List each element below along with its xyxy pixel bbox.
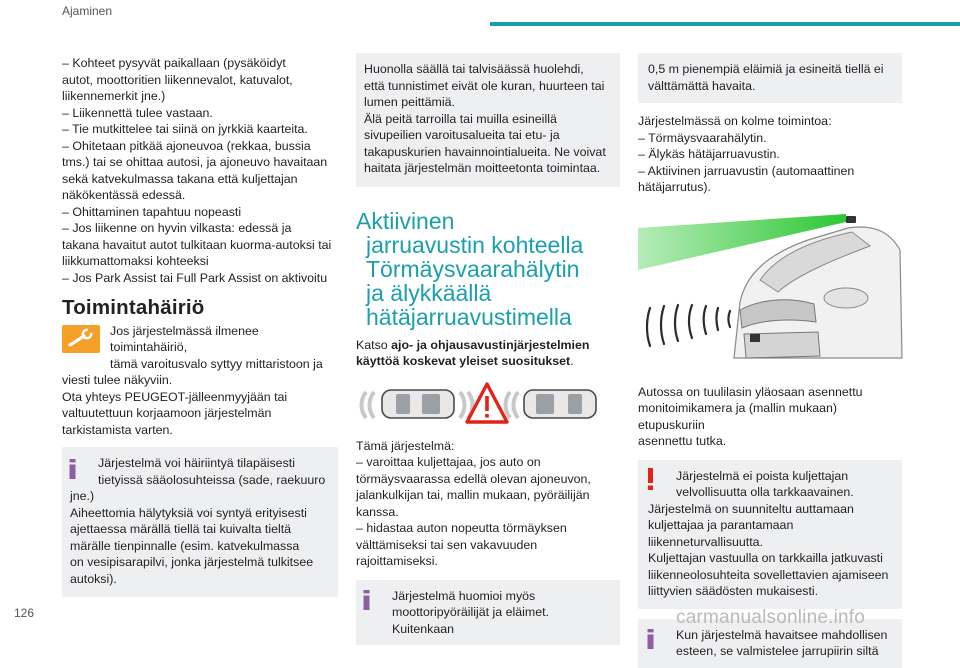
text-line: Kuljettajan vastuulla on tarkkailla jatkuvasti: [648, 551, 883, 565]
info-note-motorcyclists: [356, 580, 620, 646]
info-icon: [362, 590, 371, 610]
text-line: Järjestelmässä on kolme toimintoa:: [638, 114, 832, 128]
warning-exclamation-icon: [646, 468, 655, 490]
text-line: haitata järjestelmän moitteetonta toimintaa.: [364, 161, 601, 175]
text-line: Älä peitä tarroilla tai muilla esineillä: [364, 111, 557, 126]
system-description: [356, 438, 620, 570]
text-line: Järjestelmä voi häiriintyä tilapäisesti: [98, 456, 295, 470]
heading-line: hätäjarruavustimella: [366, 303, 572, 330]
text-line: takapuskurien havainnointialueita. Ne voivat: [364, 144, 606, 159]
text-line: autoksi).: [70, 571, 117, 586]
reference-link-bold: käyttöä koskevat yleiset suositukset: [356, 354, 571, 368]
text-line: – Aktiivinen jarruavustin (automaattinen: [638, 163, 855, 178]
reference-link-bold: ajo- ja ohjausavustinjärjestelmien: [391, 337, 590, 352]
header-accent-bar: [490, 22, 960, 26]
text-line: Huonolla säällä tai talvisäässä huolehdi,: [364, 62, 584, 76]
text-line: liikenneturvallisuutta.: [648, 534, 764, 549]
text-line: monitoimikamera ja (mallin mukaan) etupuskuriin: [638, 401, 838, 432]
text-line: liikennemerkit jne.): [62, 89, 166, 103]
text-line: Järjestelmä ei poista kuljettajan: [676, 468, 849, 483]
page-number: 126: [14, 606, 35, 620]
text-line: ajettaessa märällä tiellä tai kuivalta tieltä: [70, 522, 292, 536]
text-line: – Törmäysvaarahälytin.: [638, 130, 767, 145]
text-line: jalankulkijan tai, mallin mukaan, pyöräilijän: [356, 488, 590, 502]
text-line: törmäysvaarassa edellä olevan ajoneuvon,: [356, 471, 591, 486]
text-line: jne.): [70, 489, 95, 503]
info-icon: [68, 459, 77, 479]
text-line: että tunnistimet eivät ole kuran, huurteen tai: [364, 78, 605, 93]
text-line: näkökentässä edessä.: [62, 188, 186, 202]
column-3: [638, 53, 902, 668]
text-line: – hidastaa auton nopeutta törmäyksen: [356, 521, 567, 535]
text-line: Ota yhteys PEUGEOT-jälleenmyyjään tai: [62, 389, 288, 404]
text-line: – Jos liikenne on hyvin vilkasta: edessä ja: [62, 221, 292, 235]
text-line: – Tie mutkittelee tai siinä on jyrkkiä kaarteita.: [62, 122, 308, 136]
info-note-weather: [62, 447, 338, 597]
reference-text: [356, 337, 620, 370]
text-line: Järjestelmä on suunniteltu auttamaan: [648, 501, 854, 516]
text-line: Aiheettomia hälytyksiä voi syntyä erityisesti: [70, 505, 307, 520]
heading-line: Aktiivinen: [356, 207, 455, 234]
text-line: tms.) tai se ohittaa autosi, ja ajoneuvo havaitaan: [62, 155, 328, 169]
column-1: [62, 55, 338, 597]
text-line: tarkistamista varten.: [62, 422, 173, 437]
reference-suffix: .: [570, 354, 574, 368]
text-line: sivupeilien varoitusalueita tai etu- ja: [364, 128, 560, 142]
heading-line: Törmäysvaarahälytin: [366, 255, 580, 282]
text-line: Kun järjestelmä havaitsee mahdollisen: [676, 627, 888, 642]
text-line: viesti tulee näkyviin.: [62, 373, 173, 387]
text-line: tietyissä sääolosuhteissa (sade, raekuuro: [98, 472, 326, 487]
text-line: takana havaitut autot tulkitaan kuorma-autoksi tai: [62, 237, 332, 252]
text-line: Jos järjestelmässä ilmenee toimintahäiriö,: [110, 323, 259, 354]
wrench-warning-icon: [62, 325, 100, 353]
text-line: autot, moottoritien liikennevalot, katuvalot,: [62, 72, 293, 87]
text-line: välttämiseksi tai sen vakavuuden rajoittamiseksi.: [356, 537, 538, 568]
heading-line: ja älykkäällä: [366, 279, 492, 306]
text-line: asennettu tutka.: [638, 434, 727, 448]
text-line: sekä katvekulmassa takana että kuljettajan: [62, 171, 298, 186]
conditions-list: [62, 55, 338, 286]
text-line: – varoittaa kuljettajaa, jos auto on: [356, 455, 541, 469]
text-line: hätäjarrutus).: [638, 180, 712, 194]
page-header-title: Ajaminen: [62, 4, 113, 18]
warning-note-driver: [638, 460, 902, 609]
text-line: on vesipisarapilvi, jonka järjestelmä tulkitsee: [70, 555, 314, 569]
text-line: kanssa.: [356, 504, 399, 519]
text-line: Järjestelmä huomioi myös: [392, 588, 536, 603]
text-line: moottoripyöräilijät ja eläimet. Kuitenkaan: [392, 605, 550, 636]
reference-prefix: Katso: [356, 337, 392, 352]
section-heading-fault: Toimintahäiriö: [62, 296, 205, 319]
note-sensors: [356, 53, 620, 187]
text-line: liittyvien säädösten mukaisesti.: [648, 584, 819, 598]
text-line: – Kohteet pysyvät paikallaan (pysäköidyt: [62, 56, 286, 70]
heading-line: jarruavustin kohteella: [366, 231, 584, 258]
text-line: lumen peittämiä.: [364, 95, 455, 109]
note-animals: [638, 53, 902, 103]
text-line: – Liikennettä tulee vastaan.: [62, 105, 213, 120]
text-line: Autossa on tuulilasin yläosaan asennettu: [638, 384, 863, 399]
text-line: märälle tienpinnalle (esim. katvekulmassa: [70, 538, 300, 553]
text-line: – Jos Park Assist tai Full Park Assist on aktivoitu: [62, 270, 328, 285]
column-2: [356, 53, 620, 645]
info-icon: [646, 629, 655, 649]
text-line: Tämä järjestelmä:: [356, 438, 455, 453]
watermark-text: carmanualsonline.info: [676, 607, 866, 628]
collision-warning-illustration: [356, 378, 618, 430]
text-line: liikkumattomaksi kohteeksi: [62, 254, 209, 268]
text-line: kuljettajaa ja parantamaan: [648, 518, 794, 532]
text-line: esteen, se valmistelee jarrupiirin siltä: [676, 644, 879, 658]
text-line: tämä varoitusvalo syttyy mittaristoon ja: [110, 356, 323, 371]
camera-radar-text: [638, 384, 902, 450]
section-heading-active-brake: [356, 209, 620, 329]
text-line: välttämättä havaita.: [648, 78, 756, 93]
text-line: – Ohittaminen tapahtuu nopeasti: [62, 204, 242, 219]
text-line: 0,5 m pienempiä eläimiä ja esineitä tiellä ei: [648, 62, 884, 76]
text-line: liikenneolosuhteita sovellettavien ajamiseen: [648, 567, 889, 582]
text-line: velvollisuutta olla tarkkaavainen.: [676, 485, 854, 499]
functions-list: [638, 113, 902, 196]
text-line: – Ohitetaan pitkää ajoneuvoa (rekkaa, bussia: [62, 138, 311, 153]
text-line: valtuutettuun korjaamoon järjestelmän: [62, 406, 272, 420]
text-line: – Älykäs hätäjarruavustin.: [638, 147, 780, 161]
car-radar-camera-illustration: [638, 210, 902, 358]
fault-block: [62, 323, 338, 439]
